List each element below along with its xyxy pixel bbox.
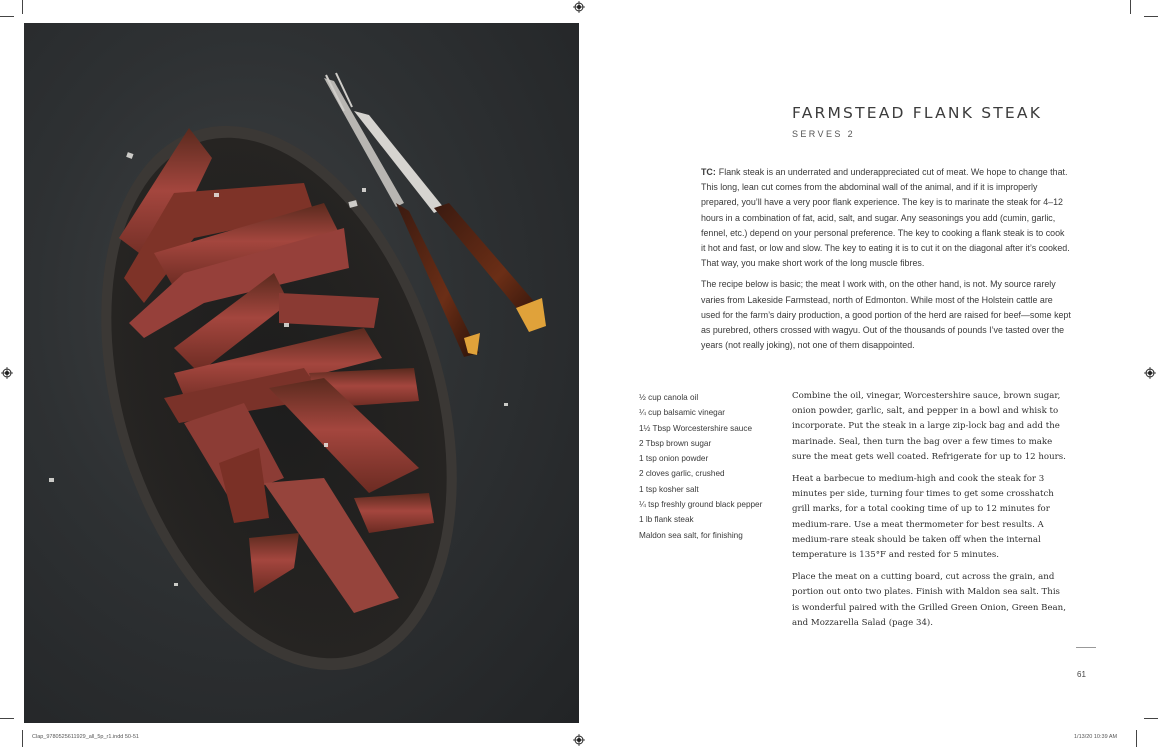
folio-rule	[1076, 647, 1096, 648]
crop-mark	[1136, 730, 1137, 747]
ingredient-item: 1½ Tbsp Worcestershire sauce	[639, 423, 753, 433]
intro-paragraph: The recipe below is basic; the meat I work with, on the other hand, is not. My source rarely varies from Lakeside Farmstead, north of Edmonton. While most of the Holstein cattle are used for the farm’s dairy production, a good portion of the herd are raised for beef—some kept as purebred, others crossed with wagyu. Out of the thousands of pounds I’ve tasted over the years (not really joking), not one of them disappointed.	[701, 279, 1071, 351]
ingredient-item: ¼ cup balsamic vinegar	[639, 408, 726, 418]
intro-body: Flank steak is an underrated and underappreciated cut of meat. We hope to change that. This long, lean cut comes from the abdominal wall of the animal, and if it is improperly prepared, you’ll have a very poor flank experience. The key is to marinate the steak for 4–12 hours in a combination of fat, acid, salt, and sugar. Any seasonings you add (cumin, garlic, fennel, etc.) depend on your personal preference. The key to cooking a flank steak is to cook it hot and fast, or low and slow. The key to eating it is to cut it on the diagonal after it’s cooked. That way, you make short work of the long muscle fibres.	[701, 167, 1070, 269]
method-step: Place the meat on a cutting board, cut across the grain, and portion out onto two plates. Finish with Maldon sea salt. This is wonderful paired with the Grilled Green Onion, Green Bean, and Mozzarella Salad (page 34).	[792, 572, 1066, 628]
ingredient-item: 2 cloves garlic, crushed	[639, 469, 725, 479]
ingredient-list	[639, 390, 762, 543]
ingredient-item: 2 Tbsp brown sugar	[639, 438, 712, 448]
steak-photo	[24, 23, 579, 723]
crop-mark	[1130, 0, 1131, 14]
registration-mark-icon	[1144, 367, 1156, 379]
registration-mark-icon	[573, 1, 585, 13]
page-number: 61	[1077, 670, 1086, 679]
intro-label: TC:	[701, 167, 716, 177]
crop-mark	[1144, 718, 1158, 719]
crop-mark	[22, 730, 23, 747]
method-text	[792, 389, 1067, 638]
method-step: Combine the oil, vinegar, Worcestershire sauce, brown sugar, onion powder, garlic, salt, and pepper in a bowl and whisk to incorporate. Put the steak in a large zip-lock bag and add the marinade. Seal, then turn the bag over a few times to make sure the meat gets well coated. Refrigerate for up to 12 hours.	[792, 391, 1066, 462]
intro-paragraph	[701, 165, 1071, 271]
serves-label: SERVES 2	[792, 129, 856, 139]
crop-mark	[0, 718, 14, 719]
registration-mark-icon	[573, 734, 585, 746]
crop-mark	[22, 0, 23, 14]
crop-mark	[1144, 16, 1158, 17]
print-timestamp: 1/13/20 10:39 AM	[1074, 734, 1118, 740]
ingredient-item: 1 tsp kosher salt	[639, 484, 699, 494]
ingredient-item: Maldon sea salt, for finishing	[639, 530, 743, 540]
ingredient-item: 1 lb flank steak	[639, 515, 694, 525]
ingredient-item: 1 tsp onion powder	[639, 454, 709, 464]
ingredient-item: ¼ tsp freshly ground black pepper	[639, 500, 763, 510]
registration-mark-icon	[1, 367, 13, 379]
method-step: Heat a barbecue to medium-high and cook the steak for 3 minutes per side, turning four times to get some crosshatch grill marks, for a total cooking time of up to 12 minutes for medium-rare. Use a meat thermometer for best results. A medium-rare steak should be taken off when the internal temperature is 135°F and rested for 5 minutes.	[792, 474, 1054, 561]
crop-mark	[0, 16, 14, 17]
recipe-title: FARMSTEAD FLANK STEAK	[792, 104, 1043, 122]
print-slug: Clap_9780525611929_all_5p_r1.indd 50-51	[32, 734, 139, 740]
ingredient-item: ½ cup canola oil	[639, 393, 699, 402]
intro-text	[701, 165, 1071, 359]
